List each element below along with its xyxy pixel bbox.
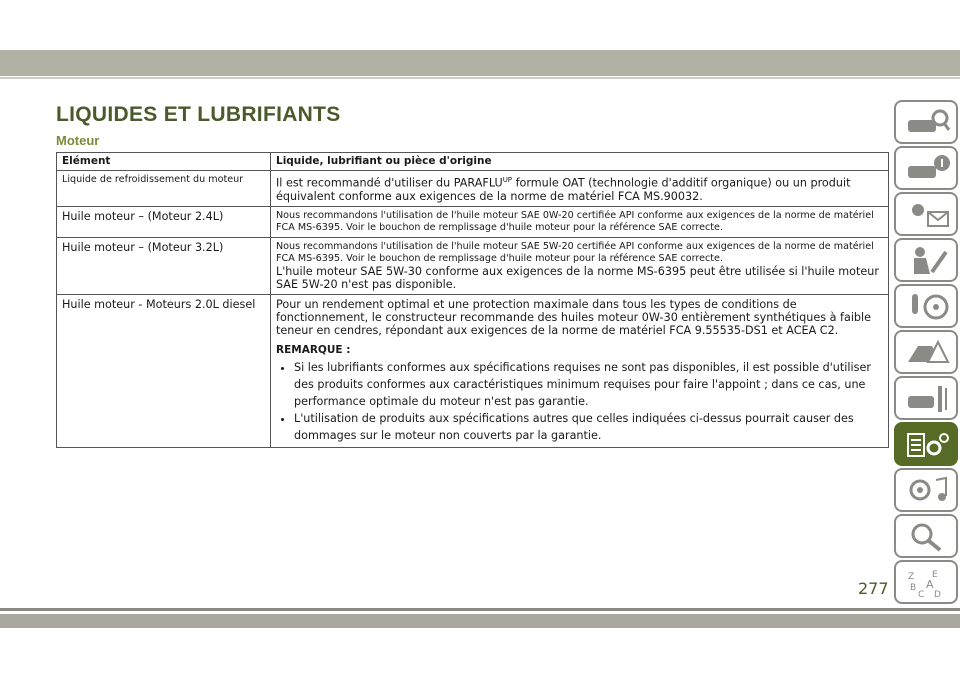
tab-car-tools[interactable]: [894, 376, 958, 420]
remark-title: REMARQUE :: [276, 343, 351, 356]
element-cell: Huile moteur – (Moteur 2.4L): [57, 206, 271, 237]
fluid-text: Il est recommandé d'utiliser du PARAFLU: [276, 176, 503, 190]
tab-search[interactable]: [894, 514, 958, 558]
svg-text:C: C: [918, 590, 925, 598]
magnifier-icon: [906, 522, 950, 552]
column-header-fluid: Liquide, lubrifiant ou pièce d'origine: [271, 153, 889, 171]
column-header-element: Elément: [57, 153, 271, 171]
tab-music-nav[interactable]: [894, 468, 958, 512]
car-tools-icon: [906, 384, 950, 414]
tab-seat-airbag[interactable]: [894, 238, 958, 282]
page-number: 277: [858, 579, 889, 598]
music-nav-icon: [906, 476, 950, 506]
table-row: [57, 206, 889, 237]
fluid-text: Nous recommandons l'utilisation de l'huile moteur SAE 5W-20 certifiée API conforme aux exigences de la norme de matériel FCA MS-6395. Voir le bouchon de remplissage d'huile moteur pour la référence SAE correcte.: [276, 240, 874, 264]
svg-text:A: A: [926, 578, 934, 591]
element-cell: Huile moteur – (Moteur 3.2L): [57, 237, 271, 294]
car-info-icon: [906, 154, 950, 184]
fluid-text: formule OAT (technologie d'additif organique) ou un produit équivalent conforme aux exigences de la norme de matériel FCA MS.90032.: [276, 176, 851, 203]
fluid-cell: [271, 237, 889, 294]
fluid-cell: Nous recommandons l'utilisation de l'huile moteur SAE 0W-20 certifiée API conforme aux exigences de la norme de matériel FCA MS-6395. Voir le bouchon de remplissage d'huile moteur pour la référence SAE correcte.: [271, 206, 889, 237]
svg-text:Z: Z: [908, 572, 915, 582]
page-title: LIQUIDES ET LUBRIFIANTS: [56, 103, 341, 126]
remark-item: • Si les lubrifiants conformes aux spécifications requises ne sont pas disponibles, il est possible d'utiliser des produits conformes aux caractéristiques minimum requises pour faire l'appoint ; dans ce cas, une performance optimale du moteur n'est pas garantie.: [294, 359, 883, 410]
fluid-cell: [271, 294, 889, 447]
svg-text:E: E: [932, 570, 938, 580]
fluid-extra-text: L'huile moteur SAE 5W-30 conforme aux exigences de la norme MS-6395 peut être utilisée si l'huile moteur SAE 5W-20 n'est pas disponible.: [276, 264, 879, 291]
tab-key-steering[interactable]: [894, 284, 958, 328]
key-steering-icon: [906, 292, 950, 322]
fluid-text: Pour un rendement optimal et une protection maximale dans tous les types de conditions de fonctionnement, le constructeur recommande des huiles moteur 0W-30 entièrement synthétiques à faible teneur en cendres, répondant aux exigences de la norme de matériel FCA 9.55535-DS1 et ACEA C2.: [276, 297, 872, 337]
remark-item: • L'utilisation de produits aux spécifications autres que celles indiquées ci-dessus pourrait causer des dommages sur le moteur non couverts par la garantie.: [294, 410, 883, 444]
element-cell: Huile moteur - Moteurs 2.0L diesel: [57, 294, 271, 447]
header-divider: [0, 77, 960, 79]
remark-list: [276, 359, 883, 444]
footer-band: [0, 614, 960, 628]
seat-airbag-icon: [906, 246, 950, 276]
alphabet-index-icon: [906, 568, 950, 598]
fluid-cell: [271, 171, 889, 207]
table-header-row: [57, 153, 889, 171]
specs-gears-icon: [906, 430, 950, 460]
car-warning-icon: [906, 338, 950, 368]
header-band: [0, 50, 960, 76]
table-row: [57, 294, 889, 447]
tab-warning-lights[interactable]: [894, 192, 958, 236]
tab-specifications[interactable]: [894, 422, 958, 466]
table-row: [57, 237, 889, 294]
tab-car-warning[interactable]: [894, 330, 958, 374]
chapter-tabs: [890, 100, 960, 600]
tab-car-info[interactable]: [894, 146, 958, 190]
footer-divider: [0, 608, 960, 611]
table-row: [57, 171, 889, 207]
tab-car-search[interactable]: [894, 100, 958, 144]
svg-text:D: D: [934, 590, 941, 598]
superscript: UP: [502, 176, 513, 184]
car-search-icon: [906, 108, 950, 138]
svg-text:B: B: [910, 583, 917, 593]
section-subtitle: Moteur: [56, 133, 100, 148]
fluids-table: [56, 152, 889, 448]
warning-lights-icon: [906, 200, 950, 230]
element-cell: Liquide de refroidissement du moteur: [57, 171, 271, 207]
tab-index[interactable]: [894, 560, 958, 604]
